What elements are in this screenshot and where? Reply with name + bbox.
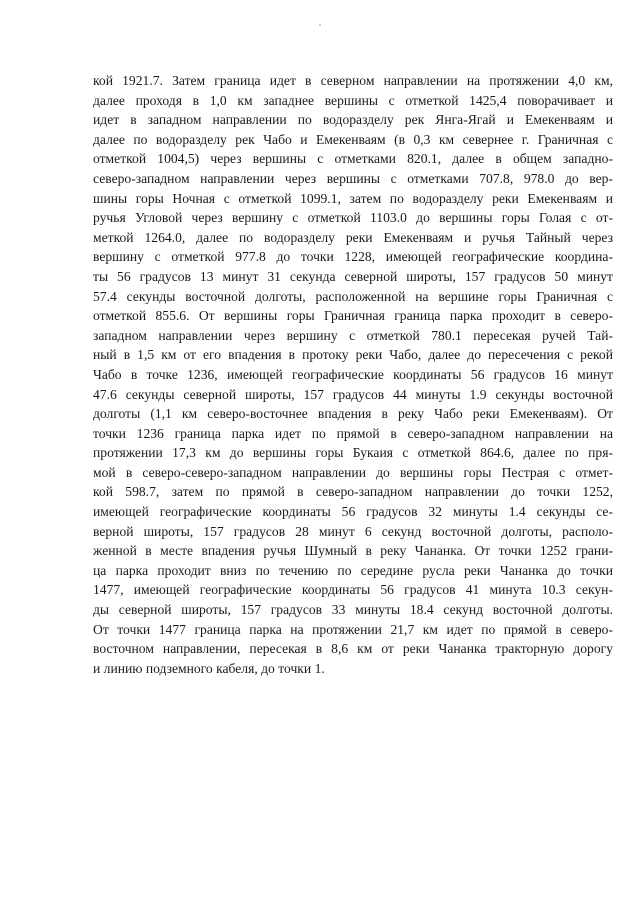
text-line: идет в западном направлении по водоразделу рек Янга-Ягай и Емекенваям и [93,112,613,128]
text-line: ты 56 градусов 13 минут 31 секунда северной широты, 157 градусов 50 минут [93,268,613,284]
text-line: западном направлении через вершину с отметкой 780.1 пересекая ручей Тай- [93,327,613,343]
text-line: вершину с отметкой 977.8 до точки 1228, имеющей географические координа- [93,249,613,265]
text-line: далее по водоразделу рек Чабо и Емекенваям (в 0,3 км севернее г. Граничная с [93,131,613,147]
text-line: северо-западном направлении через вершины с отметками 707.8, 978.0 до вер- [93,170,613,186]
text-line: женной в месте впадения ручья Шумный в реку Чананка. От точки 1252 грани- [93,543,613,559]
text-line: верной широты, 157 градусов 28 минут 6 секунд восточной долготы, располо- [93,523,613,539]
text-line: кой 598.7, затем по прямой в северо-западном направлении до точки 1252, [93,484,613,500]
text-line: меткой 1264.0, далее по водоразделу реки Емекенваям и ручья Тайный через [93,229,613,245]
text-line: Чабо в точке 1236, имеющей географические координаты 56 градусов 16 минут [93,366,613,382]
text-line: точки 1236 граница парка идет по прямой в северо-западном направлении на [93,425,613,441]
body-text [93,71,613,678]
text-line: 1477, имеющей географические координаты 56 градусов 41 минута 10.3 секун- [93,582,613,598]
text-line: мой в северо-северо-западном направлении до вершины горы Пестрая с отмет- [93,464,613,480]
text-line: ды северной широты, 157 градусов 33 минуты 18.4 секунд восточной долготы. [93,602,613,618]
text-line: 47.6 секунды северной широты, 157 градусов 44 минуты 1.9 секунды восточной [93,386,613,402]
text-line: долготы (1,1 км северо-восточнее впадения в реку Чабо реки Емекенваям). От [93,406,613,422]
text-line: и линию подземного кабеля, до точки 1. [93,660,325,676]
text-line: отметкой 855.6. От вершины горы Граничная граница парка проходит в северо- [93,308,613,324]
text-line: От точки 1477 граница парка на протяжении 21,7 км идет по прямой в северо- [93,621,613,637]
text-line: шины горы Ночная с отметкой 1099.1, затем по водоразделу реки Емекенваям и [93,190,613,206]
text-line: восточном направлении, пересекая в 8,6 км от реки Чананка тракторную дорогу [93,641,613,657]
text-line: отметкой 1004,5) через вершины с отметками 820.1, далее в общем западно- [93,151,613,167]
text-line: протяжении 17,3 км до вершины горы Букаия с отметкой 864.6, далее по пря- [93,445,613,461]
text-line: ручья Угловой через вершину с отметкой 1103.0 до вершины горы Голая с от- [93,210,613,226]
text-line: имеющей географические координаты 56 градусов 32 минуты 1.4 секунды се- [93,504,613,520]
scan-speck [319,24,321,26]
text-line: ный в 1,5 км от его впадения в протоку реки Чабо, далее до пересечения с рекой [93,347,613,363]
text-line: ца парка проходит вниз по течению по середине русла реки Чананка до точки [93,562,613,578]
text-line: 57.4 секунды восточной долготы, расположенной на вершине горы Граничная с [93,288,613,304]
text-line: далее проходя в 1,0 км западнее вершины с отметкой 1425,4 поворачивает и [93,92,613,108]
text-line: кой 1921.7. Затем граница идет в северном направлении на протяжении 4,0 км, [93,73,613,88]
